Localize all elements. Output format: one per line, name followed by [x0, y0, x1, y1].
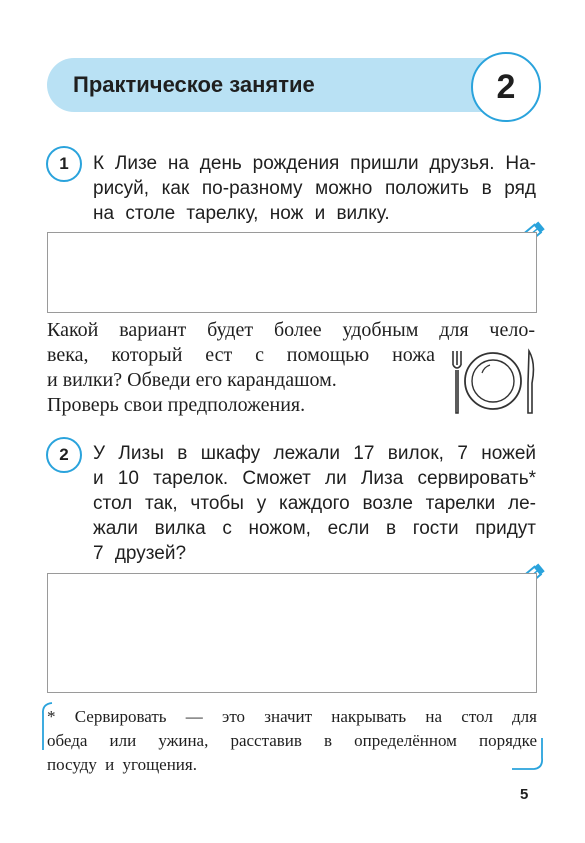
page-number: 5 — [520, 786, 529, 803]
task-1-line: на столе тарелку, нож и вилку. — [93, 203, 390, 224]
task-2-line: У Лизы в шкафу лежали 17 вилок, 7 ножей — [93, 443, 536, 464]
task-1-answer-box[interactable] — [47, 232, 537, 313]
footnote-line: * Сервировать — это значит накрывать на стол для — [47, 707, 537, 726]
task-2-line: стол так, чтобы у каждого возле тарелки ле- — [93, 493, 536, 514]
task-1-line: рисуй, как по-разному можно положить в ряд — [93, 178, 536, 199]
question-line: века, который ест с помощью ножа — [47, 344, 435, 366]
task-2-line: 7 друзей? — [93, 543, 187, 564]
task-2-answer-box[interactable] — [47, 573, 537, 693]
task-1-number: 1 — [46, 146, 82, 182]
task-2-line: и 10 тарелок. Сможет ли Лиза сервировать* — [93, 468, 536, 489]
task-1-text — [93, 151, 536, 226]
lesson-number-badge: 2 — [471, 52, 541, 122]
question-line: и вилки? Обведи его карандашом. — [47, 369, 337, 391]
footnote-line: обеда или ужина, расставив в определённом порядке — [47, 731, 537, 750]
task-2-text — [93, 441, 536, 566]
question-line: Проверь свои предположения. — [47, 394, 306, 416]
footnote-line: посуду и угощения. — [47, 755, 197, 774]
task-2-line: жали вилка с ножом, если в гости придут — [93, 518, 536, 539]
page-title: Практическое занятие — [73, 72, 315, 97]
question-line: Какой вариант будет более удобным для чело- — [47, 319, 535, 341]
place-setting-icon — [448, 345, 538, 417]
task-2-number: 2 — [46, 437, 82, 473]
task-1-line: К Лизе на день рождения пришли друзья. На- — [93, 153, 536, 174]
footnote — [47, 705, 537, 777]
